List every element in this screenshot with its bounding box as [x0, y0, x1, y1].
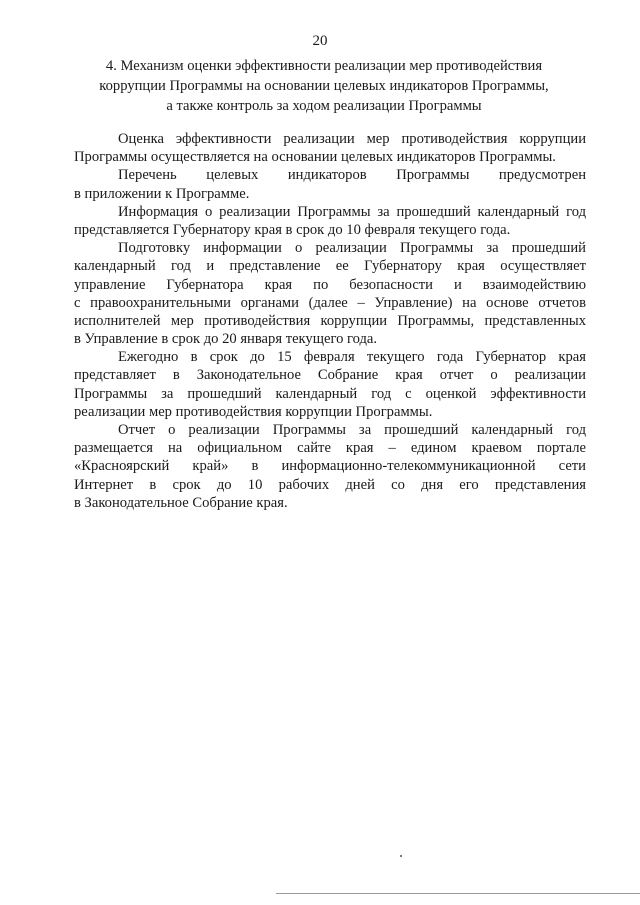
body-line: в Управление в срок до 20 января текущего года.: [74, 331, 378, 348]
body-line: Подготовку информации о реализации Программы за прошедший: [118, 240, 586, 257]
body-line: представляется Губернатору края в срок до 10 февраля текущего года.: [74, 221, 511, 238]
heading-line: 4. Механизм оценки эффективности реализации мер противодействия: [105, 58, 543, 74]
body-line: в Законодательное Собрание края.: [74, 494, 288, 511]
body-line: Перечень целевых индикаторов Программы предусмотрен: [118, 167, 586, 184]
heading-line: а также контроль за ходом реализации Программы: [166, 98, 482, 114]
body-line: Информация о реализации Программы за прошедший календарный год: [118, 203, 586, 220]
body-line: календарный год и представление ее Губернатору края осуществляет: [74, 258, 586, 275]
heading-line: коррупции Программы на основании целевых индикаторов Программы,: [99, 78, 549, 94]
body-line: с правоохранительными органами (далее – Управление) на основе отчетов: [74, 294, 586, 311]
body-line: Ежегодно в срок до 15 февраля текущего года Губернатор края: [118, 349, 586, 366]
body-line: Программы за прошедший календарный год с оценкой эффективности: [74, 385, 586, 402]
body-line: Отчет о реализации Программы за прошедший календарный год: [118, 422, 586, 438]
section-heading: [74, 56, 574, 116]
body-line: Интернет в срок до 10 рабочих дней со дня его представления: [74, 476, 586, 493]
body-line: «Красноярский край» в информационно-телекоммуникационной сети: [74, 458, 586, 475]
body-line: Оценка эффективности реализации мер противодействия коррупции: [118, 131, 586, 147]
body-line: в приложении к Программе.: [74, 185, 250, 202]
document-body: [74, 130, 586, 512]
scan-edge-line: [276, 893, 640, 894]
body-line: исполнителей мер противодействия коррупции Программы, представленных: [74, 312, 586, 329]
body-line: представляет в Законодательное Собрание края отчет о реализации: [74, 367, 586, 384]
scan-dot: [400, 855, 402, 857]
body-line: управление Губернатора края по безопасности и взаимодействию: [74, 276, 586, 293]
page-number: 20: [312, 33, 328, 49]
body-line: размещается на официальном сайте края – едином краевом портале: [74, 440, 586, 457]
body-line: реализации мер противодействия коррупции Программы.: [74, 403, 433, 420]
body-line: Программы осуществляется на основании целевых индикаторов Программы.: [74, 149, 556, 166]
